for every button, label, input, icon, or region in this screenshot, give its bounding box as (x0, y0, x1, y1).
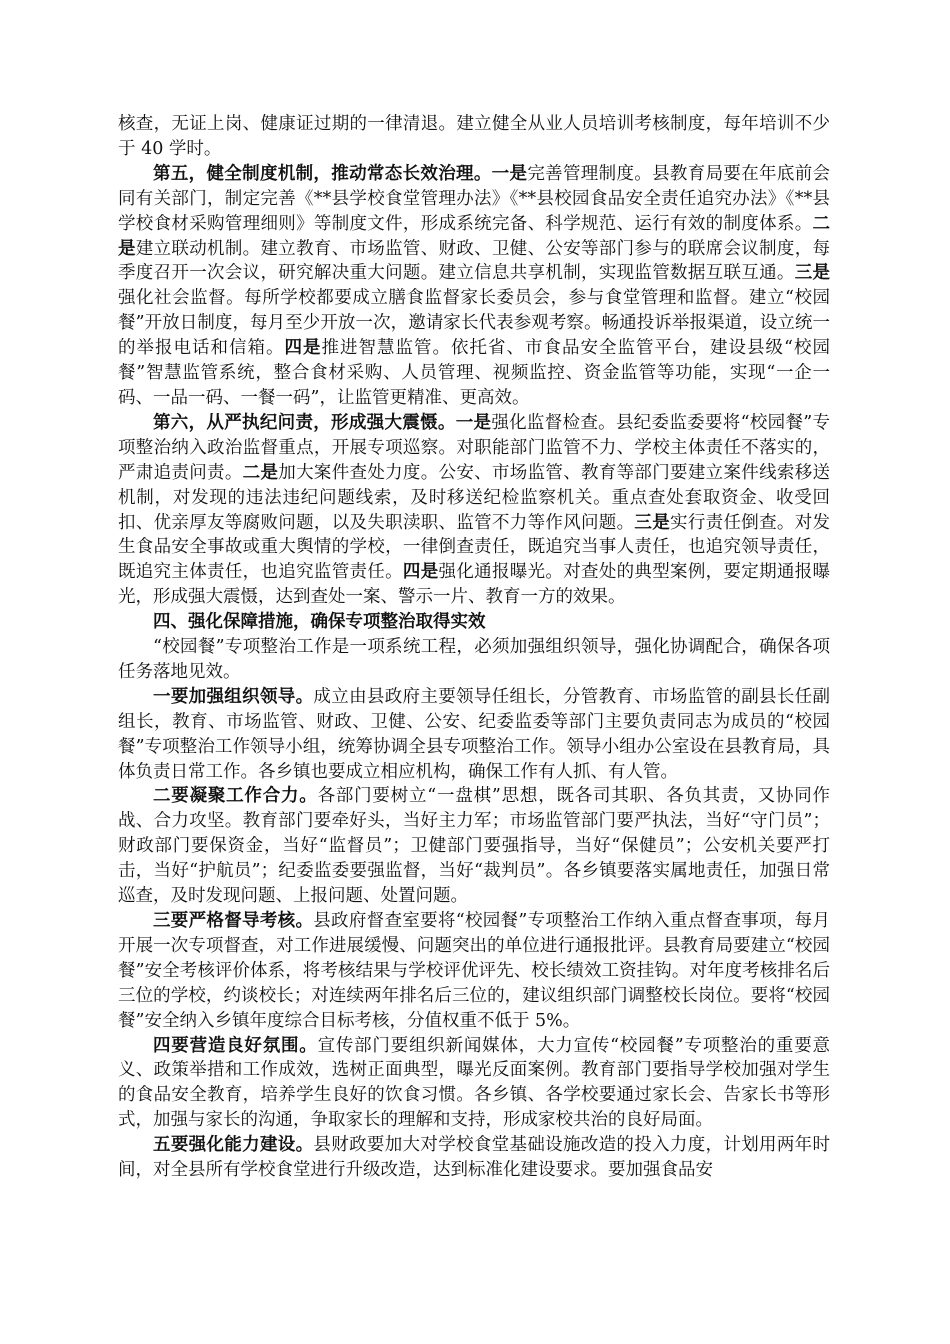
body-text: 宣传部门要组织新闻媒体，大力宣传“校园餐”专项整治的重要意义、政策举措和工作成效，选树正面典型，曝光反面案例。教育部门要指导学校加强对学生的食品安全教育，培养学生良好的饮食习惯。各乡镇、各学校要通过家长会、告家长书等形式，加强与家长的沟通，争取家长的理解和支持，形成家校共治的良好局面。 (118, 1035, 830, 1131)
body-text: 建立联动机制。建立教育、市场监管、财政、卫健、公安等部门参与的联席会议制度，每季度召开一次会议，研究解决重大问题。建立信息共享机制，实现监管数据互联互通。 (118, 238, 831, 284)
bold-text: 第六，从严执纪问责，形成强大震慑。 (153, 412, 456, 433)
bold-text: 二是 (242, 462, 279, 483)
bold-text: 二要凝聚工作合力。 (153, 786, 318, 807)
paragraph (118, 1133, 830, 1183)
bold-text: 一要加强组织领导。 (153, 686, 314, 707)
bold-text: 四是 (402, 562, 439, 583)
body-text: 加大案件查处力度。公安、市场监管、教育等部门要建立案件线索移送机制，对发现的违法违纪问题线索，及时移送纪检监察机关。重点查处套取资金、收受回扣、优亲厚友等腐败问题，以及失职渎职、监管不力等作风问题。 (118, 462, 831, 533)
paragraph (118, 909, 830, 1034)
body-text: 完善管理制度。县教育局要在年底前会同有关部门，制定完善《**县学校食堂管理办法》《**县校园食品安全责任追究办法》《**县学校食材采购管理细则》等制度文件，形成系统完备、科学规范、运行有效的制度体系。 (118, 163, 831, 234)
body-text: 县政府督查室要将“校园餐”专项整治工作纳入重点督查事项，每月开展一次专项督查，对工作进展缓慢、问题突出的单位进行通报批评。县教育局要建立“校园餐”安全考核评价体系，将考核结果与学校评优评先、校长绩效工资挂钩。对年度考核排名后三位的学校，约谈校长；对连续两年排名后三位的，建议组织部门调整校长岗位。要将“校园餐”安全纳入乡镇年度综合目标考核，分值权重不低于 5%。 (118, 911, 830, 1031)
paragraph (118, 610, 830, 635)
body-text: 强化通报曝光。对查处的典型案例，要定期通报曝光，形成强大震慑，达到查处一案、警示一片、教育一方的效果。 (118, 562, 831, 608)
body-text: 县财政要加大对学校食堂基础设施改造的投入力度，计划用两年时间，对全县所有学校食堂进行升级改造，达到标准化建设要求。要加强食品安 (118, 1135, 831, 1181)
bold-text: 五要强化能力建设。 (153, 1135, 314, 1156)
bold-text: 四、强化保障措施，确保专项整治取得实效 (153, 612, 486, 633)
bold-text: 一是 (491, 163, 528, 184)
bold-text: 三是 (634, 512, 671, 533)
bold-text: 二是 (118, 213, 830, 259)
paragraph (118, 162, 830, 411)
body-text: “校园餐”专项整治工作是一项系统工程，必须加强组织领导，强化协调配合，确保各项任务落地见效。 (118, 637, 830, 682)
document-body (118, 112, 830, 1183)
body-text: 各部门要树立“一盘棋”思想，既各司其职、各负其责，又协同作战、合力攻坚。教育部门要牵好头，当好主力军；市场监管部门要严执法，当好“守门员”；财政部门要保资金，当好“监督员”；卫健部门要强指导，当好“保健员”；公安机关要严打击，当好“护航员”；纪委监委要强监督，当好“裁判员”。各乡镇要落实属地责任，加强日常巡查，及时发现问题、上报问题、处置问题。 (118, 786, 830, 907)
paragraph (118, 685, 830, 785)
body-text: 推进智慧监管。依托省、市食品安全监管平台，建设县级“校园餐”智慧监管系统，整合食材采购、人员管理、视频监控、资金监管等功能，实现“一企一码、一品一码、一餐一码”，让监管更精准、更高效。 (118, 338, 831, 408)
paragraph (118, 784, 830, 909)
paragraph (118, 635, 830, 685)
body-text: 强化社会监督。每所学校都要成立膳食监督家长委员会，参与食堂管理和监督。建立“校园餐”开放日制度，每月至少开放一次，邀请家长代表参观考察。畅通投诉举报渠道，设立统一的举报电话和信箱。 (118, 288, 830, 359)
bold-text: 三是 (794, 263, 831, 284)
bold-text: 第五，健全制度机制，推动常态长效治理。 (153, 163, 492, 184)
paragraph (118, 411, 830, 610)
bold-text: 三要严格督导考核。 (153, 911, 314, 931)
body-text: 核查，无证上岗、健康证过期的一律清退。建立健全从业人员培训考核制度，每年培训不少于 40 学时。 (118, 114, 830, 159)
body-text: 强化监督检查。县纪委监委要将“校园餐”专项整治纳入政治监督重点，开展专项巡察。对职能部门监管不力、学校主体责任不落实的，严肃追责问责。 (118, 412, 831, 483)
paragraph (118, 112, 830, 162)
bold-text: 四要营造良好氛围。 (153, 1035, 318, 1056)
paragraph (118, 1034, 830, 1134)
bold-text: 四是 (284, 338, 322, 359)
body-text: 实行责任倒查。对发生食品安全事故或重大舆情的学校，一律倒查责任，既追究当事人责任，也追究领导责任，既追究主体责任，也追究监管责任。 (118, 512, 831, 583)
body-text: 成立由县政府主要领导任组长，分管教育、市场监管的副县长任副组长，教育、市场监管、财政、卫健、公安、纪委监委等部门主要负责同志为成员的“校园餐”专项整治工作领导小组，统筹协调全县专项整治工作。领导小组办公室设在县教育局，具体负责日常工作。各乡镇也要成立相应机构，确保工作有人抓、有人管。 (118, 686, 831, 782)
bold-text: 一是 (455, 412, 492, 433)
